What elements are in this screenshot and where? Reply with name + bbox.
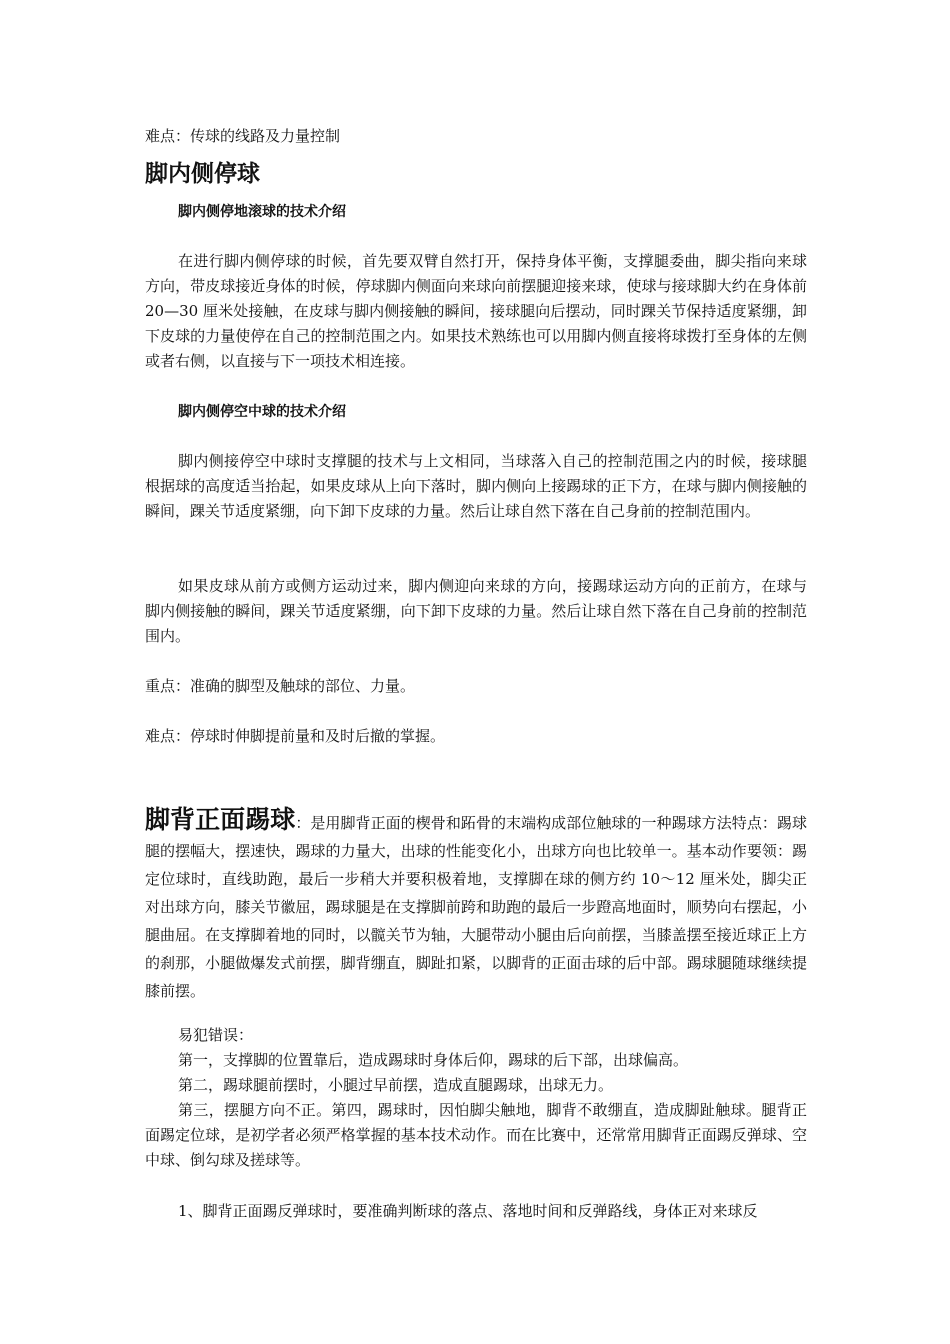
paragraph-air-ball: 脚内侧接停空中球时支撑腿的技术与上文相同，当球落入自己的控制范围之内的时候，接球腿根据球的高度适当抬起，如果皮球从上向下落时，脚内侧向上接踢球的正下方，在球与脚内侧接触的瞬间，踝关节适度紧绷，向下卸下皮球的力量。然后让球自然下落在自己身前的控制范围内。	[145, 452, 807, 520]
difficulty-pass-line: 难点：传球的线路及力量控制	[145, 127, 341, 145]
paragraph-ground-ball: 在进行脚内侧停球的时候，首先要双臂自然打开，保持身体平衡，支撑腿委曲，脚尖指向来球方向，带皮球接近身体的时候，停球脚内侧面向来球向前摆腿迎接来球，使球与接球脚大约在身体前 20—30 厘米处接触，在皮球与脚内侧接触的瞬间，接球腿向后摆动，同时踝关节保持适度紧绷，卸下皮球的力量使停在自己的控制范围之内。如果技术熟练也可以用脚内侧直接将球拨打至身体的左侧或者右侧，以直接与下一项技术相连接。	[145, 252, 807, 370]
subsection-title-air-ball: 脚内侧停空中球的技术介绍	[178, 404, 346, 420]
section-title-inside-foot-stop: 脚内侧停球	[145, 161, 260, 187]
section-title-instep-kick: 脚背正面踢球	[145, 805, 296, 834]
section-instep-kick	[145, 806, 807, 1005]
error-item-2: 第二，踢球腿前摆时，小腿过早前摆，造成直腿踢球，出球无力。	[178, 1076, 614, 1094]
subsection-title-ground-ball: 脚内侧停地滚球的技术介绍	[178, 204, 346, 220]
difficulty-stop-line: 难点：停球时伸脚提前量和及时后撤的掌握。	[145, 727, 446, 745]
key-point-line: 重点：准确的脚型及触球的部位、力量。	[145, 677, 416, 695]
paragraph-side-ball: 如果皮球从前方或侧方运动过来，脚内侧迎向来球的方向，接踢球运动方向的正前方，在球与脚内侧接触的瞬间，踝关节适度紧绷，向下卸下皮球的力量。然后让球自然下落在自己身前的控制范围内。	[145, 577, 807, 645]
section-instep-kick-body: ：是用脚背正面的楔骨和跖骨的末端构成部位触球的一种踢球方法特点：踢球腿的摆幅大，摆速快，踢球的力量大，出球的性能变化小，出球方向也比较单一。基本动作要领：踢定位球时，直线助跑，最后一步稍大并要积极着地，支撑脚在球的侧方约 10～12 厘米处，脚尖正对出球方向，膝关节徽屈，踢球腿是在支撑脚前跨和助跑的最后一步蹬高地面时，顺势向右摆起，小腿曲屈。在支撑脚着地的同时，以髋关节为轴，大腿带动小腿由后向前摆，当膝盖摆至接近球正上方的刹那，小腿做爆发式前摆，脚背绷直，脚趾扣紧，以脚背的正面击球的后中部。踢球腿随球继续提膝前摆。	[145, 814, 807, 1000]
error-item-1: 第一，支撑脚的位置靠后，造成踢球时身体后仰，踢球的后下部，出球偏高。	[178, 1051, 689, 1069]
numbered-item-1: 1、脚背正面踢反弹球时，要准确判断球的落点、落地时间和反弹路线，身体正对来球反	[178, 1202, 758, 1220]
error-item-3: 第三，摆腿方向不正。第四，踢球时，因怕脚尖触地，脚背不敢绷直，造成脚趾触球。腿背正面踢定位球，是初学者必须严格掌握的基本技术动作。而在比赛中，还常常用脚背正面踢反弹球、空中球、倒勾球及搓球等。	[145, 1101, 807, 1169]
errors-title: 易犯错误：	[178, 1026, 254, 1044]
